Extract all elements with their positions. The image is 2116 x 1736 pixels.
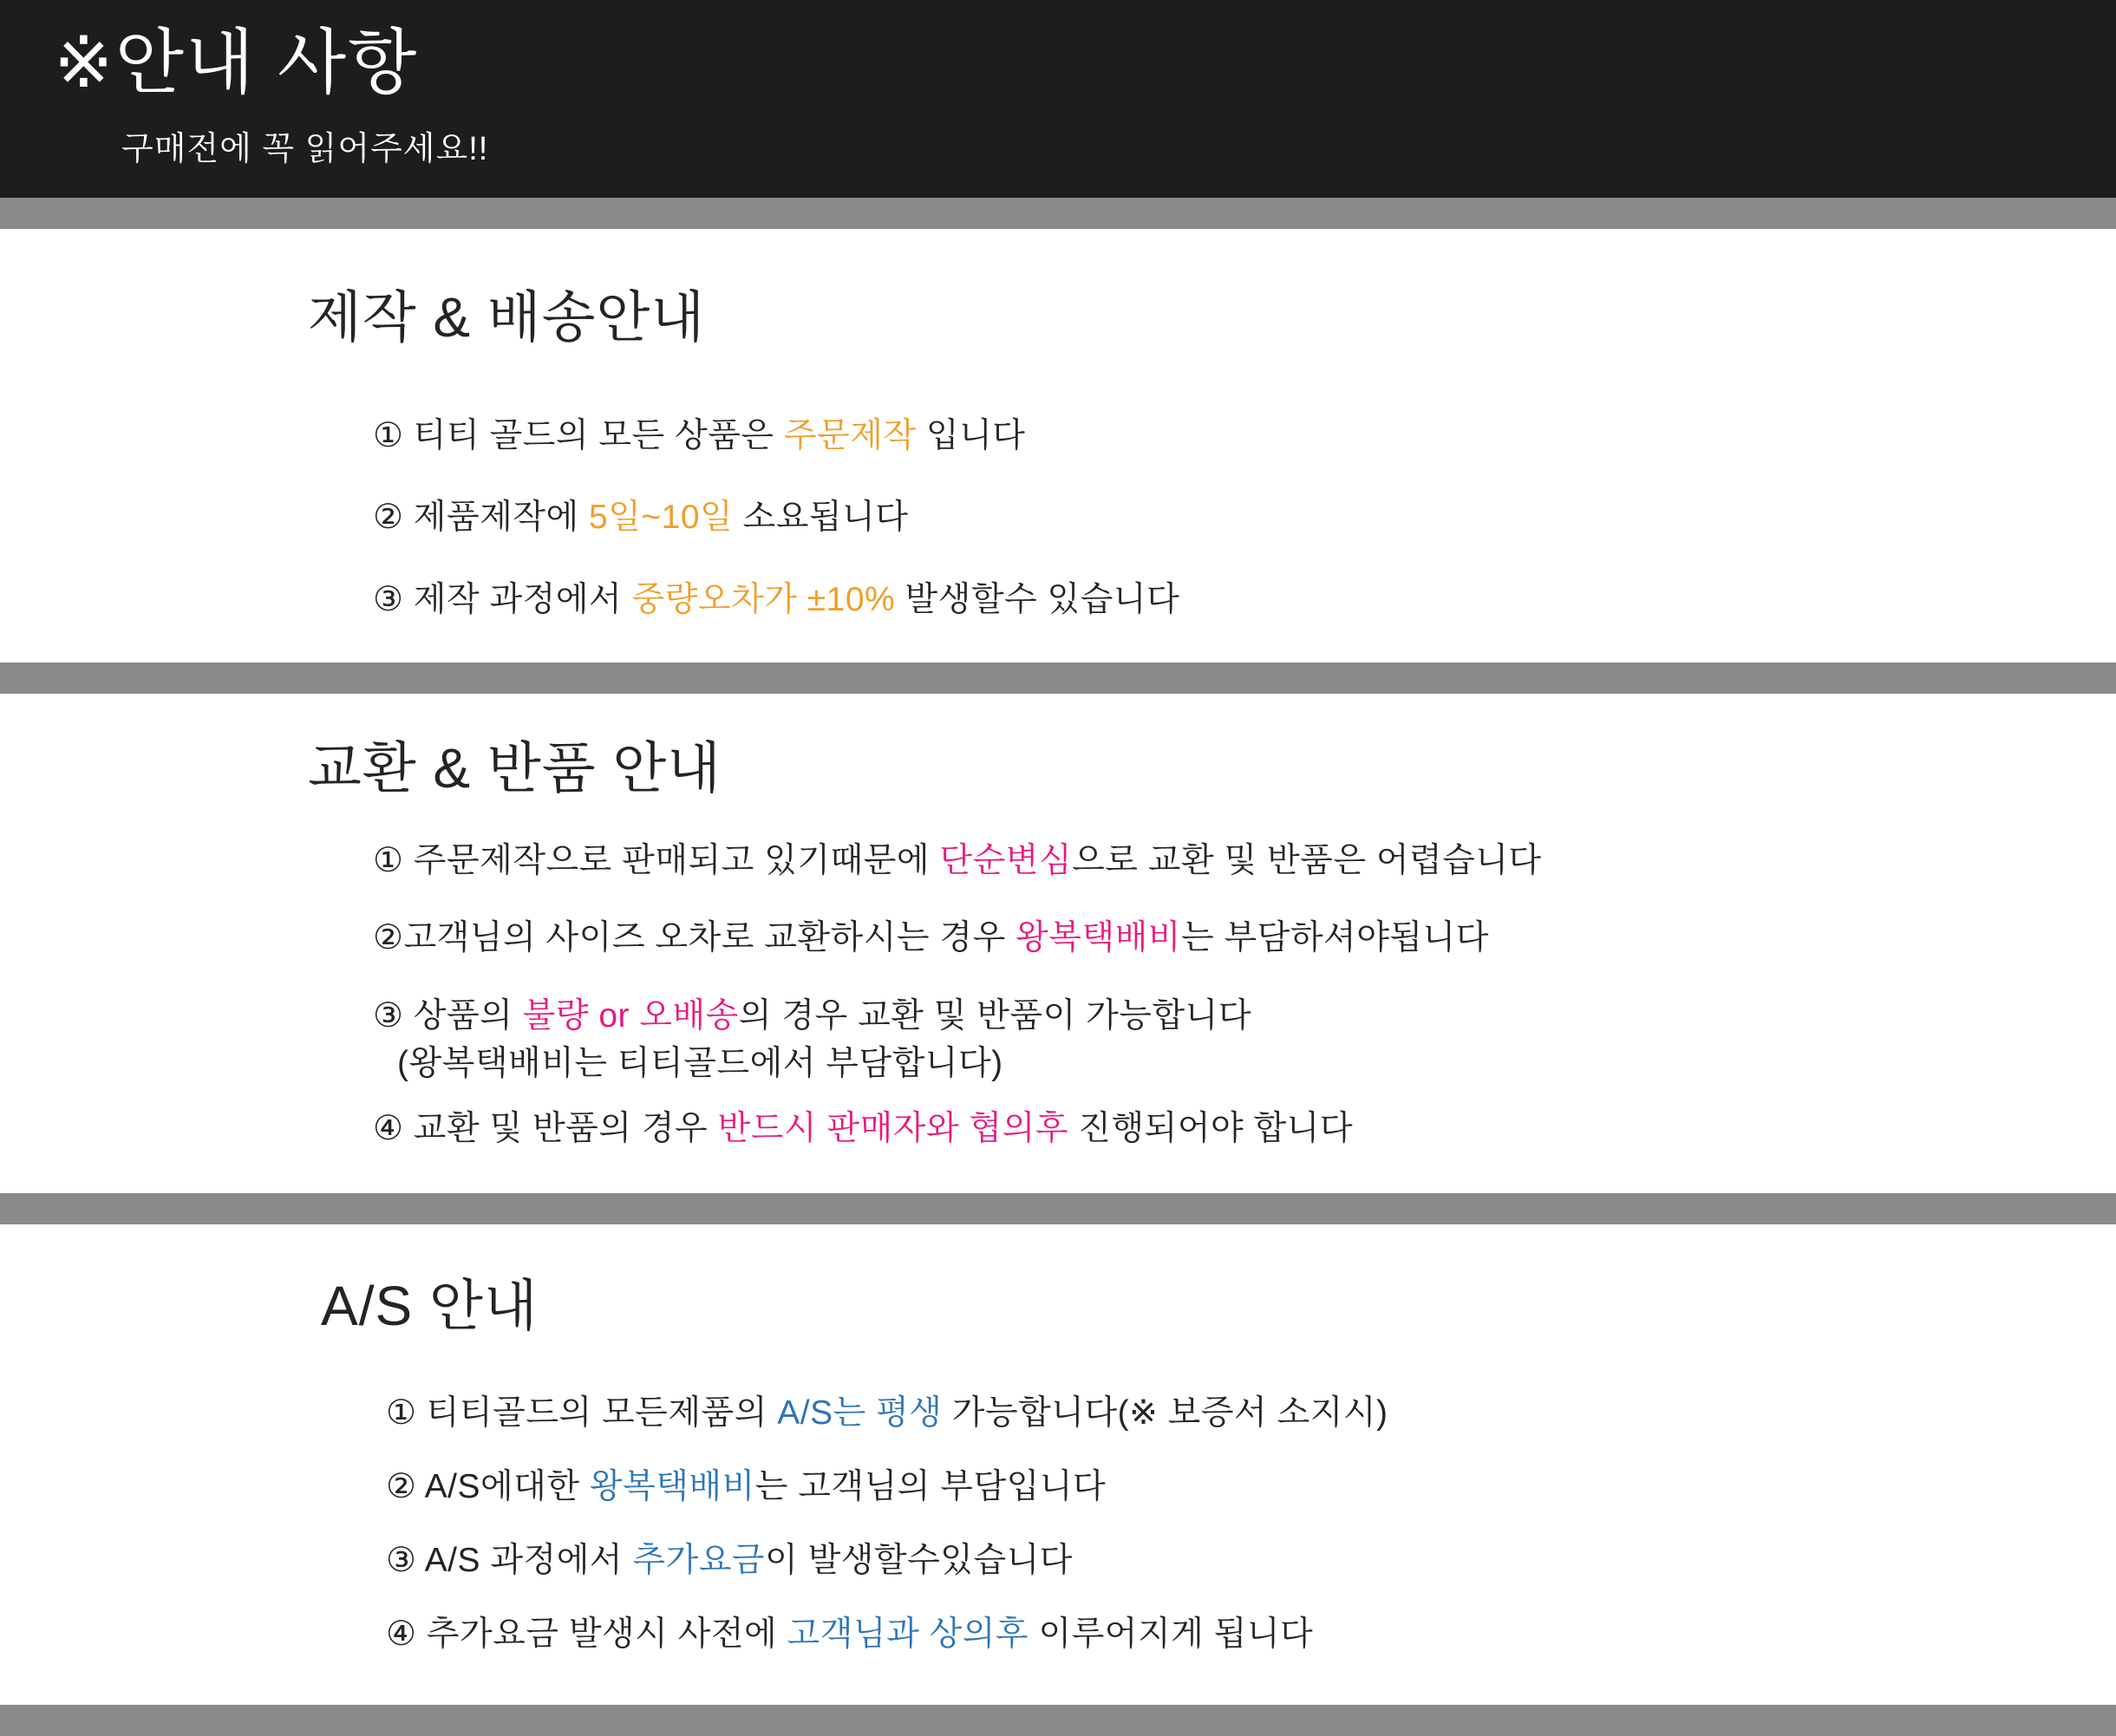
- plain-text: 는 부담하셔야됩니다: [1180, 919, 1489, 957]
- notice-item: [373, 580, 2116, 621]
- divider-bar: [0, 198, 2116, 229]
- section-heading: 제작 & 배송안내: [308, 286, 706, 349]
- notice-header: [0, 0, 2116, 198]
- section-heading: A/S 안내: [321, 1274, 539, 1337]
- plain-text: ① 티티 골드의 모든 상품은: [373, 416, 784, 454]
- notice-item-note: [397, 1044, 2116, 1085]
- page-subtitle: 구매전에 꼭 읽어주세요!!: [121, 131, 489, 168]
- page-title: ※안내 사항: [54, 23, 419, 102]
- plain-text: ③ 제작 과정에서: [373, 581, 632, 619]
- plain-text: ② A/S에대한: [386, 1467, 590, 1505]
- notice-item: [386, 1541, 2116, 1582]
- divider-bar: [0, 662, 2116, 694]
- highlighted-text: 왕복택배비: [589, 1467, 755, 1505]
- notice-item: [373, 1109, 2116, 1150]
- divider-bar: [0, 1705, 2116, 1736]
- plain-text: ④ 교환 및 반품의 경우: [373, 1109, 718, 1147]
- section-heading: 교환 & 반품 안내: [308, 736, 722, 799]
- highlighted-text: 단순변심: [939, 841, 1073, 879]
- plain-text: 으로 교환 및 반품은 어렵습니다: [1072, 841, 1542, 879]
- plain-text: 이루어지게 됩니다: [1029, 1615, 1314, 1653]
- notice-section-production-shipping: [0, 229, 2116, 694]
- plain-text: 는 고객님의 부담입니다: [754, 1467, 1107, 1505]
- plain-text: 발생할수 있습니다: [895, 581, 1180, 619]
- plain-text: ① 티티골드의 모든제품의: [386, 1394, 778, 1433]
- plain-text: ②고객님의 사이즈 오차로 교환하시는 경우: [373, 919, 1016, 957]
- highlighted-text: A/S는 평생: [777, 1394, 943, 1433]
- notice-item: [386, 1467, 2116, 1508]
- notice-section-exchange-return: [0, 694, 2116, 1224]
- plain-text: (왕복택배비는 티티골드에서 부담합니다): [397, 1044, 1003, 1082]
- notice-section-after-service: [0, 1224, 2116, 1736]
- highlighted-text: 고객님과 상의후: [787, 1615, 1029, 1653]
- notice-item: [373, 996, 2116, 1037]
- notice-item: [386, 1393, 2116, 1434]
- plain-text: 가능합니다(※ 보증서 소지시): [942, 1394, 1388, 1433]
- section-items: [0, 416, 2116, 621]
- plain-text: 입니다: [916, 416, 1026, 454]
- highlighted-text: 주문제작: [783, 416, 917, 454]
- plain-text: 이 발생할수있습니다: [765, 1541, 1073, 1579]
- plain-text: 소요됩니다: [733, 499, 909, 537]
- section-items: [0, 1393, 2116, 1654]
- divider-bar: [0, 1193, 2116, 1224]
- plain-text: ② 제품제작에: [373, 499, 590, 537]
- plain-text: ③ 상품의: [373, 997, 523, 1035]
- plain-text: ③ A/S 과정에서: [386, 1541, 633, 1579]
- highlighted-text: 불량 or 오배송: [522, 997, 739, 1035]
- notice-item: [386, 1615, 2116, 1655]
- highlighted-text: 반드시 판매자와 협의후: [717, 1109, 1068, 1147]
- notice-item: [373, 498, 2116, 538]
- plain-text: ④ 추가요금 발생시 사전에: [386, 1615, 787, 1653]
- highlighted-text: 왕복택배비: [1016, 919, 1181, 957]
- notice-body: [0, 229, 2116, 1736]
- plain-text: ① 주문제작으로 판매되고 있기때문에: [373, 841, 940, 879]
- section-items: [0, 841, 2116, 1150]
- plain-text: 의 경우 교환 및 반품이 가능합니다: [738, 997, 1251, 1035]
- highlighted-text: 추가요금: [632, 1541, 766, 1579]
- plain-text: 진행되어야 합니다: [1068, 1109, 1354, 1147]
- highlighted-text: 중량오차가 ±10%: [631, 581, 896, 619]
- highlighted-text: 5일~10일: [589, 499, 734, 537]
- notice-item: [373, 841, 2116, 882]
- notice-item: [373, 416, 2116, 457]
- notice-item: [373, 918, 2116, 959]
